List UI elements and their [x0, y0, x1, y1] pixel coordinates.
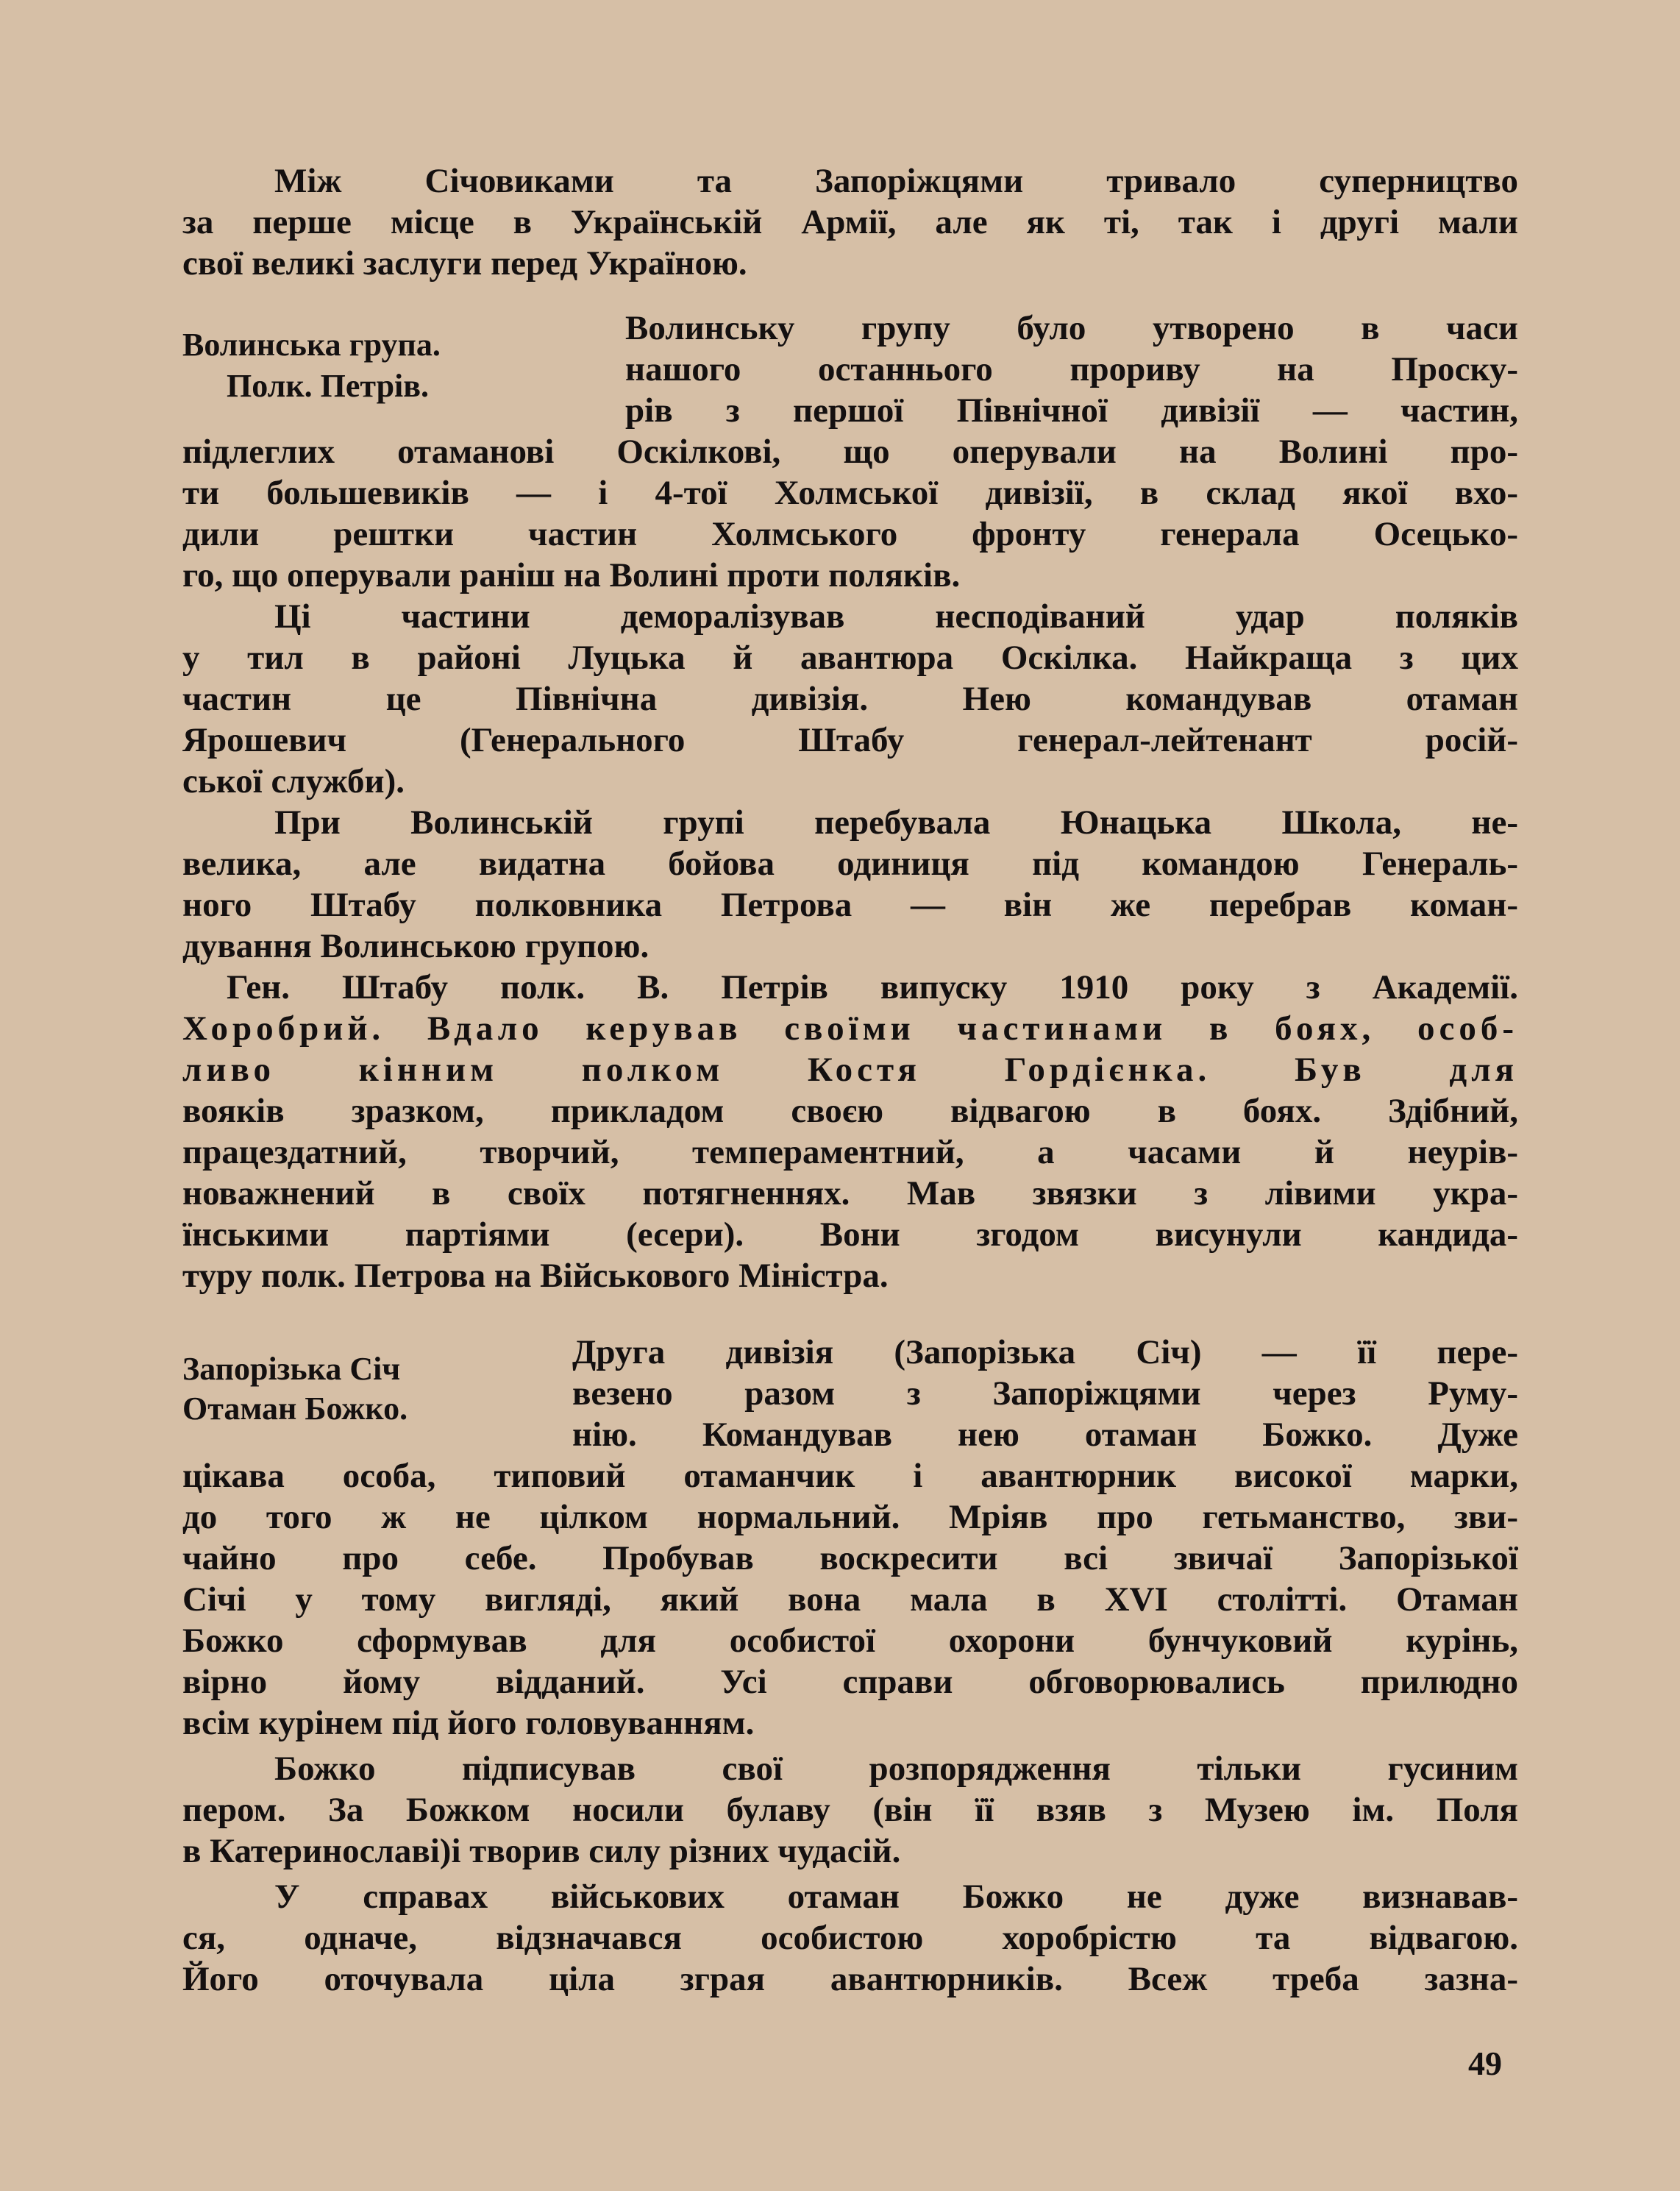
text-line: При Волинській групі перебувала Юнацька Школа, не- [274, 803, 1518, 842]
section-subheading-zaporizka: Отаман Божко. [182, 1391, 408, 1427]
text-line: в Катеринославі)і творив силу різних чудасій. [182, 1832, 901, 1870]
text-line: велика, але видатна бойова одиниця під командою Генераль- [182, 845, 1518, 883]
text-line: ного Штабу полковника Петрова — він же перебрав коман- [182, 886, 1518, 924]
text-line: до того ж не цілком нормальний. Мріяв про гетьманство, зви- [182, 1498, 1518, 1536]
text-line: вірно йому відданий. Усі справи обговорювались прилюдно [182, 1663, 1518, 1701]
text-line: ся, одначе, відзначався особистою хоробрістю та відвагою. [182, 1919, 1518, 1957]
text-line: везено разом з Запоріжцями через Руму- [572, 1374, 1518, 1413]
text-line: нію. Командував нею отаман Божко. Дуже [572, 1416, 1518, 1454]
text-line: їнськими партіями (есери). Вони згодом висунули кандида- [182, 1215, 1518, 1254]
text-line: ти большевиків — і 4-тої Холмської дивізії, в склад якої вхо- [182, 474, 1518, 512]
text-line: підлеглих отаманові Оскілкові, що оперували на Волині про- [182, 433, 1518, 471]
text-line: Ярошевич (Генерального Штабу генерал-лейтенант росій- [182, 721, 1518, 759]
text-line: всім курінем під його головуванням. [182, 1704, 755, 1742]
text-line: туру полк. Петрова на Військового Міністра. [182, 1257, 889, 1295]
section-heading-zaporizka: Запорізька Січ [182, 1351, 401, 1387]
text-line: пером. За Божком носили булаву (він її взяв з Музею ім. Поля [182, 1791, 1518, 1829]
text-line: новажнений в своїх потягненнях. Мав звязки з лівими укра- [182, 1174, 1518, 1212]
text-line: у тил в районі Луцька й авантюра Оскілка. Найкраща з цих [182, 639, 1518, 677]
text-line: Божко сформував для особистої охорони бунчуковий курінь, [182, 1622, 1518, 1660]
text-line: Ці частини деморалізував несподіваний удар поляків [274, 597, 1518, 636]
text-line: дили рештки частин Холмського фронту генерала Осецько- [182, 515, 1518, 553]
text-line: вояків зразком, прикладом своєю відвагою в боях. Здібний, [182, 1092, 1518, 1130]
text-line: дування Волинською групою. [182, 927, 649, 965]
text-line: Волинську групу було утворено в часи [625, 309, 1518, 347]
text-line: за перше місце в Українській Армії, але як ті, так і другі мали [182, 203, 1518, 241]
text-line: нашого останнього прориву на Проску- [625, 350, 1518, 388]
section-subheading-volyn: Полк. Петрів. [227, 368, 430, 404]
text-line: працездатний, творчий, темпераментний, а часами й неурів- [182, 1133, 1518, 1171]
text-line: ливо кінним полком Костя Гордієнка. Був для [182, 1051, 1518, 1089]
text-line: Його оточувала ціла зграя авантюрників. Всеж треба зазна- [182, 1960, 1518, 1998]
text-line: свої великі заслуги перед Україною. [182, 244, 747, 283]
text-line: Хоробрий. Вдало керував своїми частинами в боях, особ- [182, 1009, 1518, 1048]
text-line: Божко підписував свої розпорядження тільки гусиним [274, 1750, 1518, 1788]
section-heading-volyn: Волинська група. [182, 327, 441, 363]
text-line: ської служби). [182, 762, 405, 800]
text-line: Січі у тому вигляді, який вона мала в XVI столітті. Отаман [182, 1580, 1518, 1619]
text-line: Між Січовиками та Запоріжцями тривало суперництво [274, 162, 1518, 200]
text-line: Ген. Штабу полк. В. Петрів випуску 1910 року з Академії. [227, 968, 1518, 1006]
text-line: го, що оперували раніш на Волині проти поляків. [182, 556, 961, 594]
text-line: У справах військових отаман Божко не дуже визнавав- [274, 1878, 1518, 1916]
page-number: 49 [1468, 2045, 1502, 2082]
text-line: цікава особа, типовий отаманчик і авантюрник високої марки, [182, 1457, 1518, 1495]
text-line: Друга дивізія (Запорізька Січ) — її пере- [572, 1333, 1518, 1371]
text-line: чайно про себе. Пробував воскресити всі звичаї Запорізької [182, 1539, 1518, 1577]
text-line: рів з першої Північної дивізії — частин, [625, 391, 1518, 430]
text-line: частин це Північна дивізія. Нею командував отаман [182, 680, 1518, 718]
